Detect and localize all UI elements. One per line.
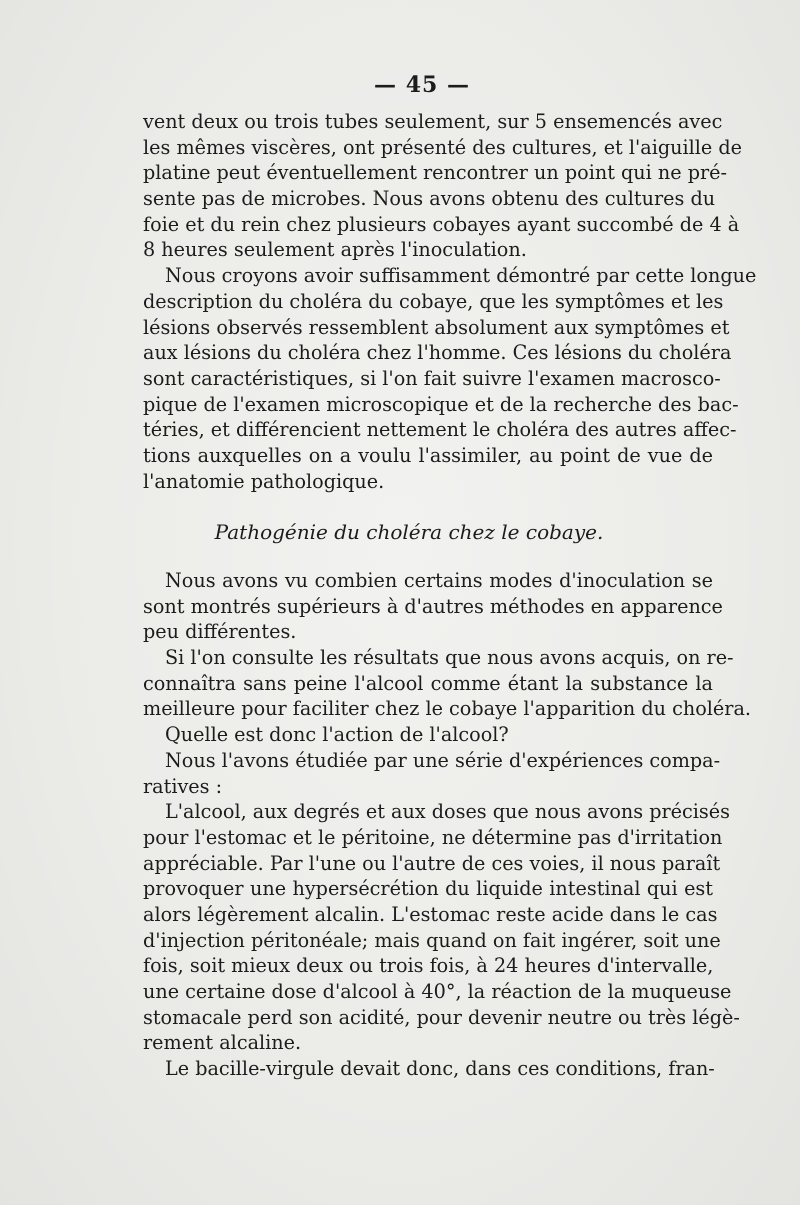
text-line: vent deux ou trois tubes seulement, sur 5 ensemencés avec (143, 110, 723, 133)
text-line: sente pas de microbes. Nous avons obtenu des cultures du (143, 187, 716, 211)
text-line: Nous l'avons étudiée par une série d'expériences compa- (165, 748, 721, 772)
text-line: Nous croyons avoir suffisamment démontré par cette longue (165, 264, 757, 288)
text-line: peu différentes. (143, 620, 297, 644)
text-line: connaîtra sans peine l'alcool comme étant la substance la (143, 671, 713, 695)
text-line: lésions observés ressemblent absolument aux symptômes et (143, 315, 730, 339)
text-line: L'alcool, aux degrés et aux doses que nous avons précisés (165, 800, 730, 824)
text-line: rement alcaline. (143, 1031, 302, 1055)
text-line: Nous avons vu combien certains modes d'inoculation se (165, 569, 713, 592)
text-line: d'injection péritonéale; mais quand on fait ingérer, soit une (143, 928, 721, 952)
page-number: — 45 — (374, 72, 470, 98)
text-line: pour l'estomac et le péritoine, ne détermine pas d'irritation (143, 825, 723, 849)
text-line: l'anatomie pathologique. (143, 469, 385, 493)
text-line: provoquer une hypersécrétion du liquide intestinal qui est (143, 877, 713, 901)
paragraph-block-top (143, 109, 757, 494)
text-line: ratives : (143, 774, 223, 798)
text-line: les mêmes viscères, ont présenté des cultures, et l'aiguille de (143, 135, 742, 159)
text-line: Quelle est donc l'action de l'alcool? (165, 723, 509, 747)
text-line: description du choléra du cobaye, que les symptômes et les (143, 289, 724, 313)
text-line: meilleure pour faciliter chez le cobaye l'apparition du choléra. (143, 697, 751, 721)
text-line: téries, et différencient nettement le choléra des autres affec- (143, 418, 737, 442)
section-heading: Pathogénie du choléra chez le cobaye. (214, 520, 604, 544)
text-line: alors légèrement alcalin. L'estomac reste acide dans le cas (143, 902, 718, 926)
text-line: tions auxquelles on a voulu l'assimiler, au point de vue de (143, 443, 713, 467)
text-line: aux lésions du choléra chez l'homme. Ces lésions du choléra (143, 341, 732, 365)
text-line: 8 heures seulement après l'inoculation. (143, 238, 527, 262)
text-line: foie et du rein chez plusieurs cobayes ayant succombé de 4 à (143, 212, 740, 236)
text-line: sont caractéristiques, si l'on fait suivre l'examen macrosco- (143, 366, 721, 390)
text-line: Le bacille-virgule devait donc, dans ces conditions, fran- (165, 1057, 715, 1081)
text-line: fois, soit mieux deux ou trois fois, à 24 heures d'intervalle, (143, 954, 714, 978)
text-line: une certaine dose d'alcool à 40°, la réaction de la muqueuse (143, 980, 732, 1003)
paragraph-block-bottom (143, 568, 751, 1082)
text-line: sont montrés supérieurs à d'autres méthodes en apparence (143, 594, 723, 618)
text-line: pique de l'examen microscopique et de la recherche des bac- (143, 392, 739, 416)
text-line: stomacale perd son acidité, pour devenir neutre ou très légè- (143, 1005, 740, 1029)
text-line: platine peut éventuellement rencontrer un point qui ne pré- (143, 161, 727, 185)
text-line: appréciable. Par l'une ou l'autre de ces voies, il nous paraît (143, 851, 721, 875)
text-line: Si l'on consulte les résultats que nous avons acquis, on re- (165, 646, 734, 670)
